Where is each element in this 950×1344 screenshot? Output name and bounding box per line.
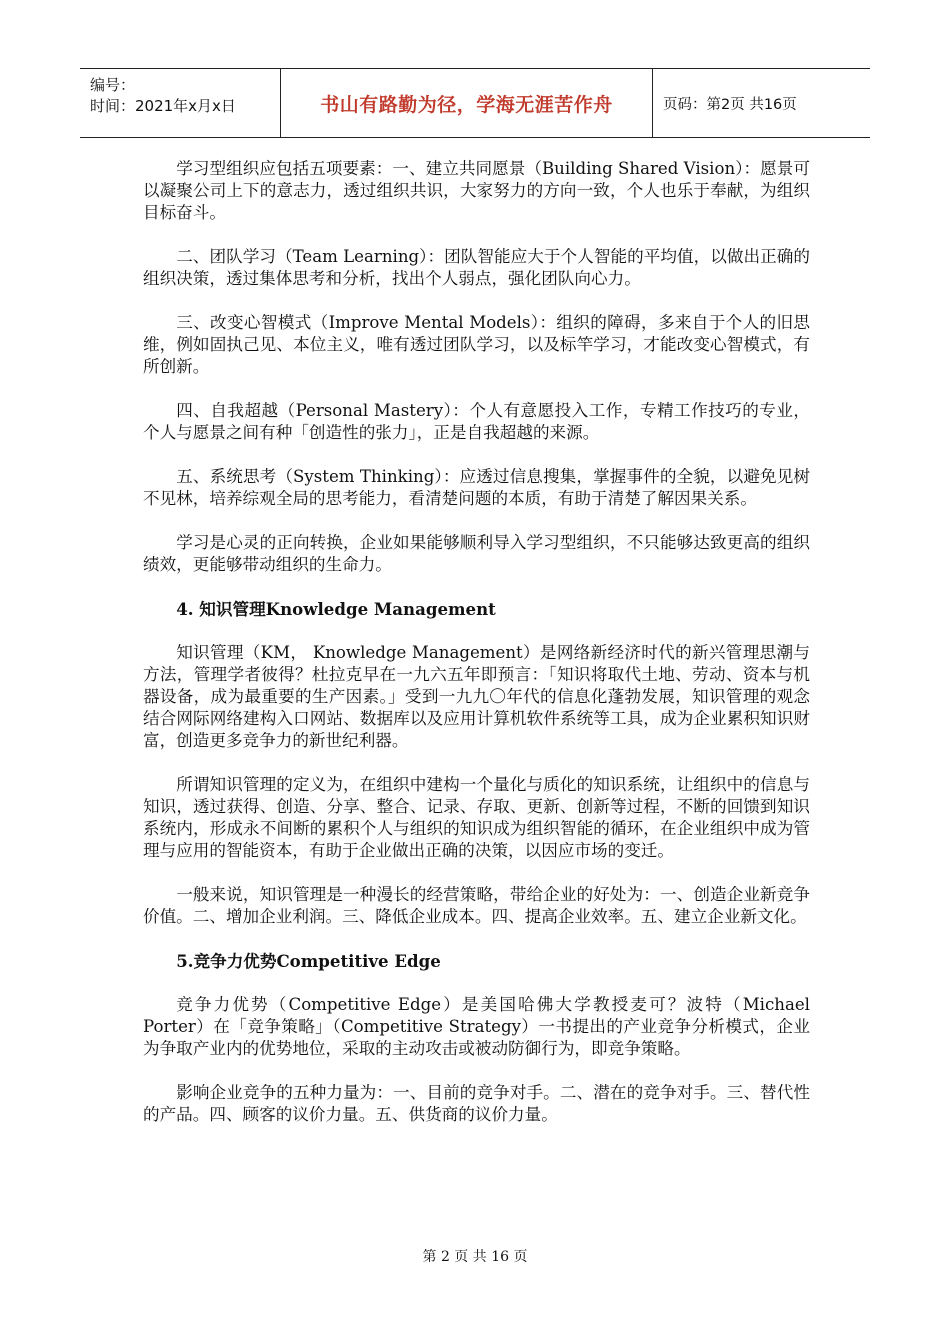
paragraph: 二、团队学习（Team Learning）：团队智能应大于个人智能的平均值，以做出正确的组织决策，透过集体思考和分析，找出个人弱点，强化团队向心力。 (143, 247, 810, 288)
header-page-info: 页码：第2页 共16页 (663, 96, 797, 113)
paragraph: 五、系统思考（System Thinking）：应透过信息搜集，掌握事件的全貌，以避免见树不见林，培养综观全局的思考能力，看清楚问题的本质，有助于清楚了解因果关系。 (143, 467, 810, 508)
paragraph: 学习是心灵的正向转换，企业如果能够顺利导入学习型组织，不只能够达致更高的组织绩效，更能够带动组织的生命力。 (143, 533, 810, 574)
header-number-label: 编号： (90, 76, 136, 94)
page-header (80, 68, 870, 138)
page-footer: 第 2 页 共 16 页 (422, 1249, 528, 1265)
paragraph: 知识管理（KM， Knowledge Management）是网络新经济时代的新兴管理思潮与方法，管理学者彼得？杜拉克早在一九六五年即预言：「知识将取代土地、劳动、资本与机器设备，成为最重要的生产因素。」受到一九九〇年代的信息化蓬勃发展，知识管理的观念结合网际网络建构入口网站、数据库以及应用计算机软件系统等工具，成为企业累积知识财富，创造更多竞争力的新世纪利器。 (143, 643, 810, 750)
paragraph: 一般来说，知识管理是一种漫长的经营策略，带给企业的好处为：一、创造企业新竞争价值。二、增加企业利润。三、降低企业成本。四、提高企业效率。五、建立企业新文化。 (143, 885, 810, 926)
header-meta (80, 69, 281, 137)
paragraph: 竞争力优势（Competitive Edge）是美国哈佛大学教授麦可？波特（Michael Porter）在「竞争策略」（Competitive Strategy）一书提出的产业竞争分析模式，企业为争取产业内的优势地位，采取的主动攻击或被动防御行为，即竞争策略。 (143, 995, 810, 1058)
document-body (143, 158, 810, 1148)
header-motto: 书山有路勤为径，学海无涯苦作舟 (281, 69, 653, 137)
section-heading: 4. 知识管理Knowledge Management (176, 599, 496, 619)
paragraph: 学习型组织应包括五项要素：一、建立共同愿景（Building Shared Vision）：愿景可以凝聚公司上下的意志力，透过组织共识，大家努力的方向一致，个人也乐于奉献，为组织目标奋斗。 (143, 159, 810, 222)
paragraph: 四、自我超越（Personal Mastery）：个人有意愿投入工作，专精工作技巧的专业，个人与愿景之间有种「创造性的张力」，正是自我超越的来源。 (143, 401, 810, 442)
paragraph: 三、改变心智模式（Improve Mental Models）：组织的障碍，多来自于个人的旧思维，例如固执己见、本位主义，唯有透过团队学习，以及标竿学习，才能改变心智模式，有所创新。 (143, 313, 810, 376)
section-heading: 5.竞争力优势Competitive Edge (176, 951, 441, 971)
paragraph: 影响企业竞争的五种力量为：一、目前的竞争对手。二、潜在的竞争对手。三、替代性的产品。四、顾客的议价力量。五、供货商的议价力量。 (143, 1083, 810, 1124)
paragraph: 所谓知识管理的定义为，在组织中建构一个量化与质化的知识系统，让组织中的信息与知识，透过获得、创造、分享、整合、记录、存取、更新、创新等过程，不断的回馈到知识系统内，形成永不间断的累积个人与组织的知识成为组织智能的循环，在企业组织中成为管理与应用的智能资本，有助于企业做出正确的决策，以因应市场的变迁。 (143, 775, 810, 860)
header-date-label: 时间：2021年x月x日 (90, 97, 236, 115)
